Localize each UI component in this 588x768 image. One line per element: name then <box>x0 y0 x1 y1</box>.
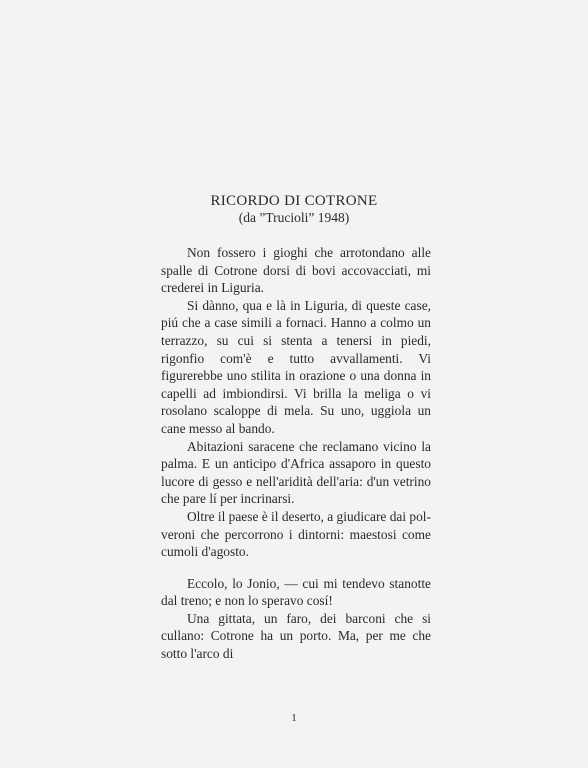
paragraph-5: Eccolo, lo Jonio, — cui mi tendevo stanotte dal treno; e non lo speravo cosí! <box>161 575 431 609</box>
section-break <box>161 561 431 575</box>
paragraph-6: Una gittata, un faro, dei barconi che si cullano: Cotrone ha un porto. Ma, per me che sotto l'arco di <box>161 610 431 662</box>
paragraph-4: Oltre il paese è il deserto, a giudicare dai polveroni che percorrono i dintorni: maestosi come cumoli d'agosto. <box>161 508 431 560</box>
page-number: 1 <box>291 712 297 724</box>
page-title: RICORDO DI COTRONE <box>210 193 378 209</box>
page-subtitle: (da ”Trucioli” 1948) <box>238 210 350 225</box>
text-body <box>161 244 431 663</box>
paragraph-3: Abitazioni saracene che reclamano vicino la palma. E un anticipo d'Africa assaporo in questo lucore di gesso e nell'aridità dell'aria: d'un vetrino che pare lí per incrinarsi. <box>161 438 431 507</box>
paragraph-2: Si dànno, qua e là in Liguria, di queste case, piú che a case simili a fornaci. Hanno a colmo un terrazzo, su cui si stenta a tenersi in piedi, rigonfio com'è e tutto avvallamenti. Vi figurerebbe uno stilita in orazione o una donna in capelli ad imbiondirsi. Vi brilla la meliga o vi rosolano scaloppe di mela. Su uno, uggiola un cane messo al bando. <box>161 297 431 436</box>
paragraph-1: Non fossero i gioghi che arrotondano alle spalle di Cotrone dorsi di bovi accovacciati, mi crederei in Liguria. <box>161 245 431 296</box>
